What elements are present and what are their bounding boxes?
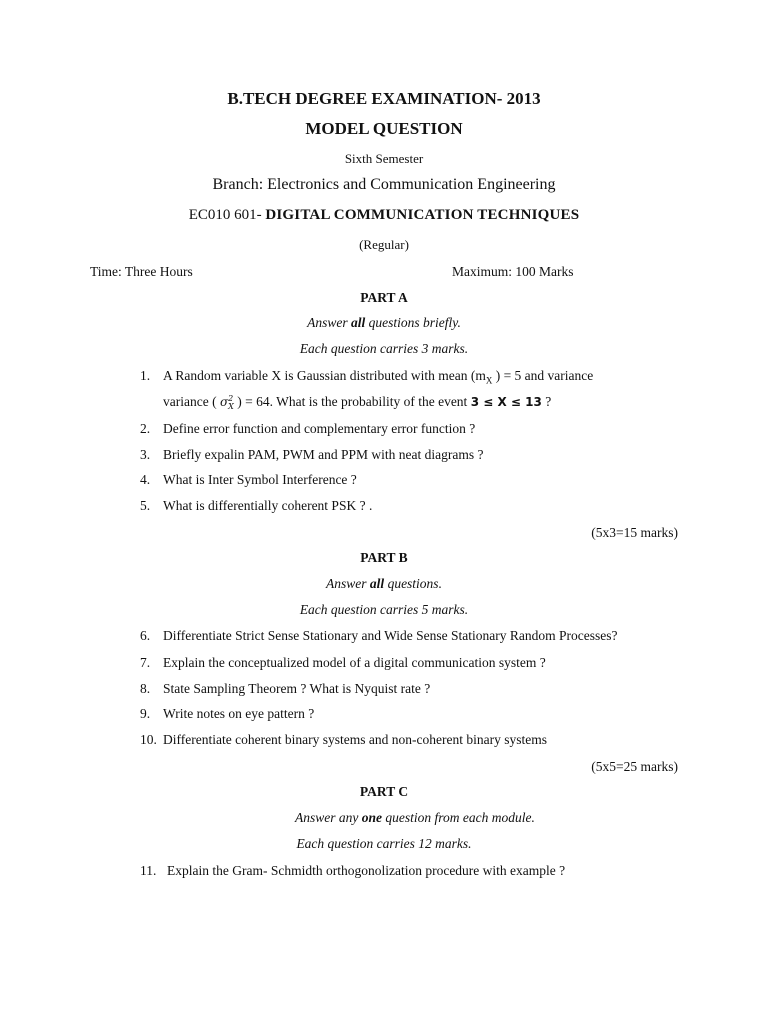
question-text: ? bbox=[541, 394, 552, 409]
question-8 bbox=[140, 681, 430, 697]
question-number: 1. bbox=[140, 368, 151, 383]
question-text: Briefly expalin PAM, PWM and PPM with neat diagrams ? bbox=[163, 447, 484, 462]
exam-title: B.TECH DEGREE EXAMINATION- 2013 bbox=[227, 89, 541, 108]
part-a-instruction-2: Each question carries 3 marks. bbox=[299, 341, 469, 356]
question-6 bbox=[140, 628, 617, 644]
question-5 bbox=[140, 498, 372, 514]
branch: Branch: Electronics and Communication Engineering bbox=[212, 176, 556, 193]
question-text: ) = 64. What is the probability of the event bbox=[233, 394, 471, 409]
part-a-instruction-1 bbox=[0, 315, 768, 331]
instr-text: questions. bbox=[384, 576, 442, 591]
instr-text: question from each module. bbox=[382, 810, 535, 825]
instr-emphasis: all bbox=[369, 576, 385, 591]
course-name: DIGITAL COMMUNICATION TECHNIQUES bbox=[265, 207, 580, 223]
time-allowed: Time: Three Hours bbox=[90, 264, 193, 279]
sigma-symbol: σ bbox=[219, 395, 229, 409]
question-text: Write notes on eye pattern ? bbox=[163, 706, 315, 721]
part-b-title: PART B bbox=[360, 550, 408, 565]
question-number: 11. bbox=[140, 863, 157, 878]
question-4 bbox=[140, 472, 357, 488]
question-text: Differentiate coherent binary systems and non-coherent binary systems bbox=[163, 732, 548, 747]
question-3 bbox=[140, 447, 483, 463]
question-number: 4. bbox=[140, 472, 151, 487]
course-title bbox=[0, 207, 768, 224]
subscript: X bbox=[485, 375, 493, 386]
question-text: Explain the Gram- Schmidth orthogonolization procedure with example ? bbox=[167, 863, 566, 878]
question-text: Differentiate Strict Sense Stationary and Wide Sense Stationary Random Processes? bbox=[163, 628, 618, 643]
maximum-marks: Maximum: 100 Marks bbox=[452, 264, 574, 279]
instr-emphasis: all bbox=[350, 315, 366, 330]
part-a-marks: (5x3=15 marks) bbox=[591, 525, 678, 540]
part-c-title: PART C bbox=[359, 784, 409, 799]
question-10 bbox=[140, 732, 547, 748]
question-number: 8. bbox=[140, 681, 151, 696]
instr-emphasis: one bbox=[361, 810, 382, 825]
question-number: 6. bbox=[140, 628, 151, 643]
event-expression: 3 ≤ X ≤ 13 bbox=[470, 395, 542, 409]
instr-text: Answer any bbox=[295, 810, 362, 825]
part-c-instruction-2: Each question carries 12 marks. bbox=[296, 836, 472, 851]
question-number: 9. bbox=[140, 706, 151, 721]
instr-text: questions briefly. bbox=[365, 315, 461, 330]
question-7 bbox=[140, 655, 546, 671]
question-number: 5. bbox=[140, 498, 151, 513]
question-text: What is Inter Symbol Interference ? bbox=[163, 472, 357, 487]
question-9 bbox=[140, 706, 314, 722]
part-b-instruction-2: Each question carries 5 marks. bbox=[299, 602, 469, 617]
course-code: EC010 601- bbox=[188, 207, 262, 223]
question-text: State Sampling Theorem ? What is Nyquist rate ? bbox=[163, 681, 431, 696]
question-1-line-2 bbox=[163, 394, 551, 411]
question-text: What is differentially coherent PSK ? . bbox=[163, 498, 373, 513]
instr-text: Answer bbox=[307, 315, 351, 330]
semester: Sixth Semester bbox=[344, 151, 424, 166]
question-number: 3. bbox=[140, 447, 151, 462]
question-2 bbox=[140, 421, 475, 437]
part-a-title: PART A bbox=[360, 290, 408, 305]
superscript: 2 bbox=[228, 393, 234, 403]
question-text: Define error function and complementary error function ? bbox=[163, 421, 476, 436]
question-11 bbox=[140, 863, 565, 879]
part-b-marks: (5x5=25 marks) bbox=[591, 759, 678, 774]
subscript: X bbox=[228, 401, 234, 411]
question-text: ) = 5 and variance bbox=[492, 368, 594, 383]
question-number: 2. bbox=[140, 421, 151, 436]
model-question-heading: MODEL QUESTION bbox=[305, 119, 463, 138]
question-text: Explain the conceptualized model of a digital communication system ? bbox=[163, 655, 546, 670]
question-number: 7. bbox=[140, 655, 151, 670]
part-c-instruction-1 bbox=[295, 810, 535, 826]
part-b-instruction-1 bbox=[0, 576, 768, 592]
instr-text: Answer bbox=[326, 576, 370, 591]
exam-mode: (Regular) bbox=[359, 237, 409, 252]
question-1 bbox=[140, 368, 593, 386]
question-number: 10. bbox=[140, 732, 157, 747]
question-text: variance ( bbox=[163, 394, 220, 409]
question-text: A Random variable X is Gaussian distributed with mean (m bbox=[163, 368, 486, 383]
